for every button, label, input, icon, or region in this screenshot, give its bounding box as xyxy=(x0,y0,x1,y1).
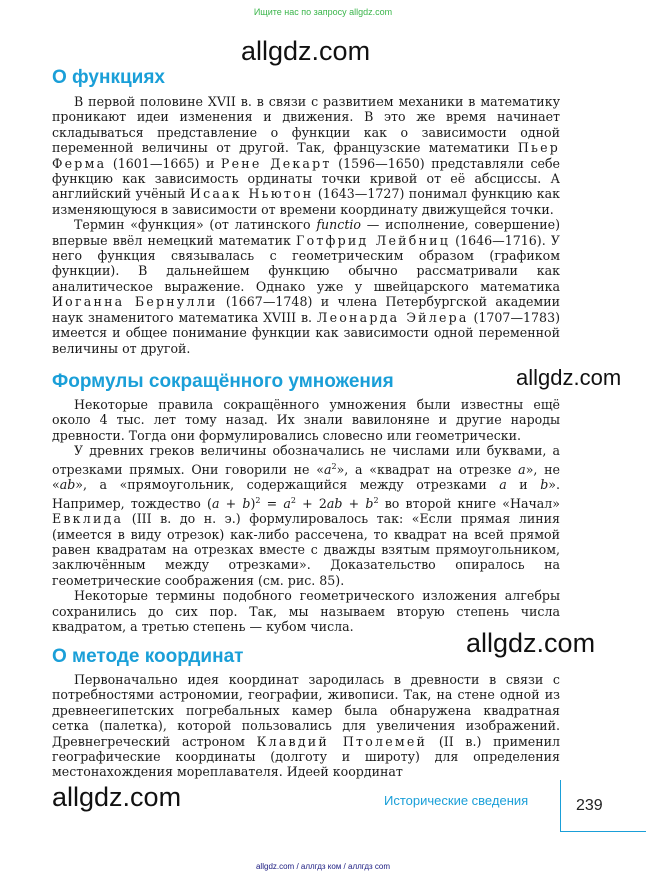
person-name: Иоганна Бернулли xyxy=(52,294,218,310)
superscript: 2 xyxy=(373,495,379,505)
italic-term: a xyxy=(518,461,526,477)
paragraph xyxy=(52,672,560,780)
footer-divider-horizontal xyxy=(560,831,646,832)
section-heading-coordinate-method: О методе координат xyxy=(52,646,244,667)
watermark: allgdz.com xyxy=(516,365,622,390)
text-run: + xyxy=(219,495,243,511)
watermark: allgdz.com xyxy=(466,628,596,658)
italic-term: a xyxy=(211,495,220,511)
text-run: », не « xyxy=(52,461,560,493)
person-name: Пьер Ферма xyxy=(52,140,560,171)
section-body-functions xyxy=(52,94,560,356)
italic-term: b xyxy=(540,477,549,493)
text-run: У древних греков величины обозначались не числами или буквами, а отрезками прямых. Они говорили не « xyxy=(52,443,560,477)
footer-divider-vertical xyxy=(560,780,561,832)
text-run: (III в. до н. э.) формулировалось так: «Если прямая линия (имеется в виду отрезок) как-либо рассечена, то квадрат на всей прямой равен квадратам на отрезках вместе с дважды взятым прямоугольником, заключённым между отрезками». Доказательство опиралось на геометрические соображения (см. рис. 85). xyxy=(52,511,560,588)
text-run: ) xyxy=(250,495,256,511)
page-number: 239 xyxy=(576,797,603,814)
watermark: allgdz.com xyxy=(241,36,371,66)
section-heading-abridged-multiplication: Формулы сокращённого умножения xyxy=(52,371,394,392)
text-run: — исполнение, совершение) впервые ввёл немецкий математик xyxy=(52,217,560,248)
italic-term: a xyxy=(323,461,332,477)
superscript: 2 xyxy=(255,495,261,505)
section-body-abridged-multiplication xyxy=(52,397,560,634)
text-run: = xyxy=(260,495,284,511)
italic-term: ab xyxy=(59,477,76,493)
person-name: Исаак Ньютон xyxy=(189,186,314,202)
text-run: ». Например, тождество ( xyxy=(52,477,560,511)
italic-term: functio xyxy=(316,217,361,233)
paragraph xyxy=(52,443,560,588)
text-run: », а «прямоугольник, содержащийся между отрезками xyxy=(75,477,500,493)
text-run: (1643—1727) понимал функцию как изменяющуюся в зависимости от времени координату движущейся точки. xyxy=(52,186,560,217)
italic-term: a xyxy=(283,495,291,511)
italic-term: ab xyxy=(326,495,343,511)
person-name: Клавдий Птолемей xyxy=(256,733,428,749)
bottom-banner: allgdz.com / аллгдз ком / аллгдз com xyxy=(255,862,391,871)
person-name: Леонарда Эйлера xyxy=(316,309,469,325)
section-body-coordinate-method xyxy=(52,672,560,780)
paragraph xyxy=(52,94,560,217)
section-heading-functions: О функциях xyxy=(52,67,165,88)
superscript: 2 xyxy=(331,461,337,471)
text-run: Некоторые термины подобного геометрического изложения алгебры сохранились до сих пор. Так, мы называем вторую степень числа квадратом, а третью степень — кубом числа. xyxy=(52,588,560,635)
text-run: + xyxy=(342,495,366,511)
italic-term: a xyxy=(499,477,507,493)
text-run: + 2 xyxy=(295,495,327,511)
superscript: 2 xyxy=(290,495,296,505)
footer-section-title: Исторические сведения xyxy=(384,793,529,808)
person-name: Евклида xyxy=(52,511,124,527)
text-run: », а «квадрат на отрезке xyxy=(336,461,519,477)
text-run: В первой половине XVII в. в связи с развитием механики в математику проникают идеи изменения и движения. В это же время начинает складываться представление о функции как о зависимости одной переменной величины от другой. Так, французские математики xyxy=(52,94,560,156)
text-run: (II в.) применил географические координаты (долготу и широту) для определения местонахождения мореплавателя. Идеей координат xyxy=(52,733,561,780)
person-name: Готфрид Лейбниц xyxy=(296,232,450,248)
text-run: (1596—1650) представляли себе функцию как зависимость ординаты точки кривой от её абсциссы. А английский учёный xyxy=(52,155,560,202)
italic-term: b xyxy=(365,495,374,511)
watermark: allgdz.com xyxy=(52,782,182,812)
text-run: (1707—1783) имеется и общее понимание функции как зависимости одной переменной величины от другой. xyxy=(52,309,560,356)
paragraph xyxy=(52,397,560,443)
text-run: (1667—1748) и члена Петербургской академии наук знаменитого математика XVIII в. xyxy=(52,294,561,325)
person-name: Рене Декарт xyxy=(220,155,332,171)
paragraph xyxy=(52,217,560,356)
text-run: (1646—1716). У него функция связывалась с геометрическим образом (графиком функции). В дальнейшем функцию обычно рассматривали как аналитическое выражение. Однако уже у швейцарского математика xyxy=(52,232,560,294)
text-run: во второй книге «Начал» xyxy=(378,495,561,511)
top-banner: Ищите нас по запросу allgdz.com xyxy=(253,7,393,17)
text-run: Первоначально идея координат зародилась в древности в связи с потребностями астрономии, географии, живописи. Так, на стене одной из древнеегипетских погребальных камер была обнаружена квадратная сетка (палетка), которой пользовались для увеличения изображений. Древнегреческий астроном xyxy=(52,672,560,749)
text-run: Термин «функция» (от латинского xyxy=(74,217,317,233)
text-run: (1601—1665) и xyxy=(106,155,221,171)
text-run: Некоторые правила сокращённого умножения были известны ещё около 4 тыс. лет тому назад. Их знали вавилоняне и другие народы древности. Тогда они формулировались словесно или геометрически. xyxy=(52,397,560,443)
italic-term: b xyxy=(242,495,251,511)
text-run: и xyxy=(506,477,541,493)
